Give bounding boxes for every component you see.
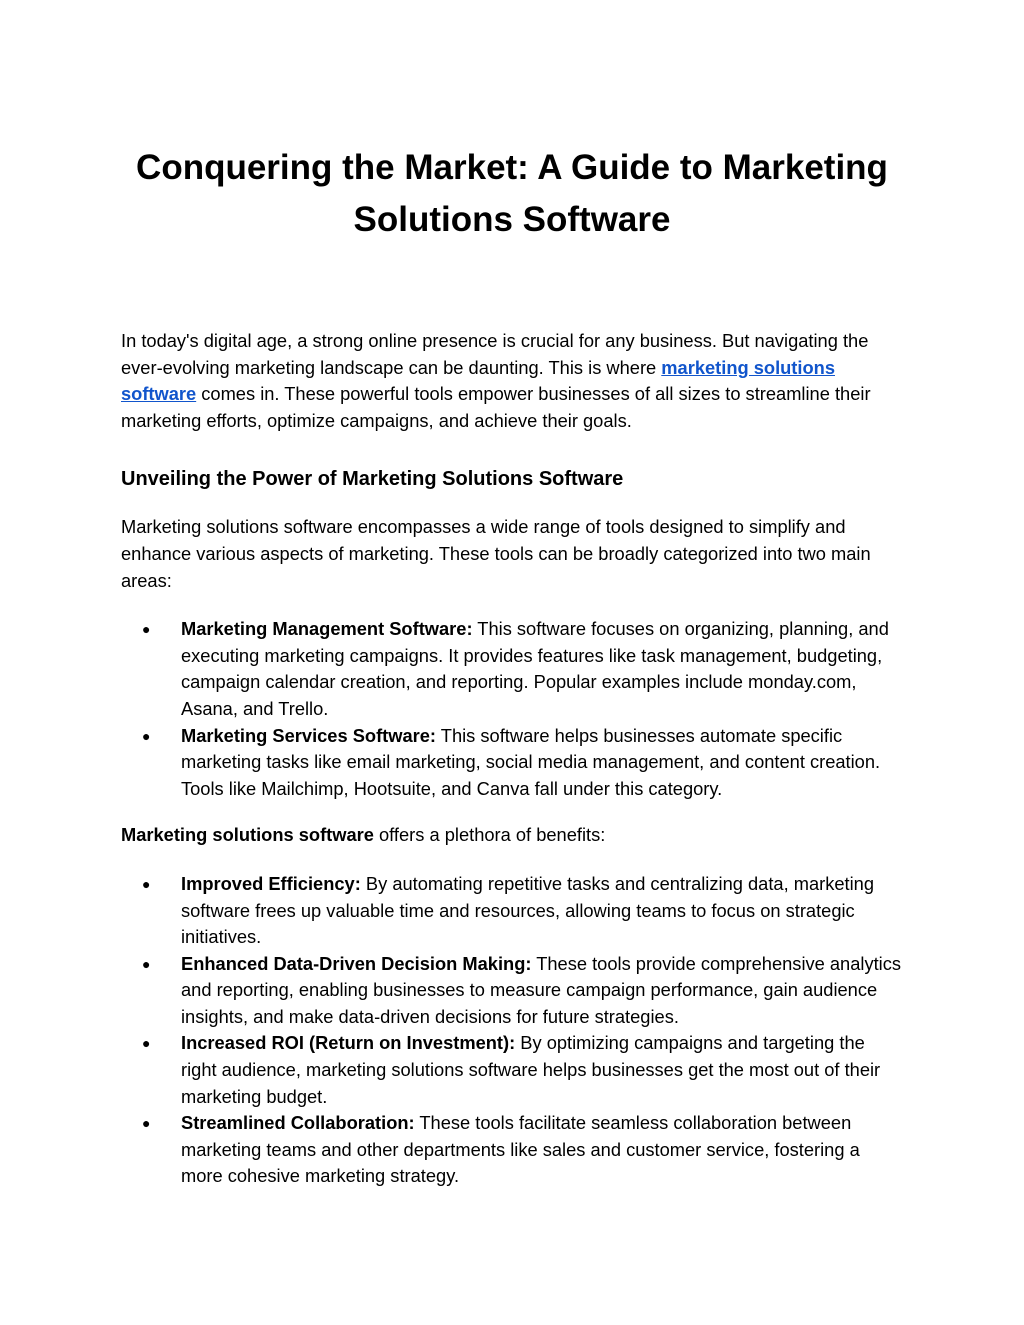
bullet-icon: ● — [142, 875, 151, 892]
section-heading: Unveiling the Power of Marketing Solutions Software — [121, 468, 624, 491]
list-item-term: Marketing Services Software: — [181, 724, 437, 746]
marketing-solutions-software-link[interactable]: marketing solutions software — [121, 356, 835, 405]
intro-text-after-link: comes in. These powerful tools empower businesses of all sizes to streamline their marketing efforts, optimize campaigns, and achieve their goals. — [121, 383, 871, 431]
list-item-text: These tools facilitate seamless collaboration between marketing teams and other departments like sales and customer service, fostering a more cohesive marketing strategy. — [181, 1112, 860, 1187]
list-item-term: Increased ROI (Return on Investment): — [181, 1032, 516, 1054]
list-item — [121, 1030, 903, 1110]
list-item — [121, 951, 903, 1031]
intro-paragraph — [121, 328, 903, 434]
bullet-icon: ● — [142, 621, 151, 638]
benefits-intro-bold: Marketing solutions software — [121, 824, 374, 846]
list-item-text: These tools provide comprehensive analytics and reporting, enabling businesses to measure campaign performance, gain audience insights, and make data-driven decisions for future strategies. — [181, 952, 902, 1027]
list-item-term: Streamlined Collaboration: — [181, 1112, 415, 1134]
categories-list — [121, 616, 903, 802]
list-item — [121, 616, 903, 722]
bullet-icon: ● — [142, 727, 151, 744]
bullet-icon: ● — [142, 1035, 151, 1052]
list-item-term: Enhanced Data-Driven Decision Making: — [181, 952, 532, 974]
list-item-text: This software helps businesses automate specific marketing tasks like email marketing, social media management, and content creation. Tools like Mailchimp, Hootsuite, and Canva fall under this category. — [181, 724, 881, 799]
intro-text-before-link: In today's digital age, a strong online presence is crucial for any business. But navigating the ever-evolving marketing landscape can be daunting. This is where — [121, 330, 869, 378]
list-item — [121, 871, 903, 951]
benefits-intro-paragraph — [121, 822, 903, 849]
list-item — [121, 1110, 903, 1190]
benefits-list — [121, 871, 903, 1190]
bullet-icon: ● — [142, 955, 151, 972]
benefits-intro-text: offers a plethora of benefits: — [373, 824, 606, 846]
list-item-text: By automating repetitive tasks and centralizing data, marketing software frees up valuable time and resources, allowing teams to focus on strategic initiatives. — [181, 872, 874, 948]
list-item-text: By optimizing campaigns and targeting the right audience, marketing solutions software helps businesses get the most out of their marketing budget. — [181, 1032, 881, 1107]
section-paragraph: Marketing solutions software encompasses a wide range of tools designed to simplify and enhance various aspects of marketing. These tools can be broadly categorized into two main areas: — [121, 516, 871, 591]
list-item-term: Marketing Management Software: — [181, 618, 473, 640]
document-page — [121, 142, 903, 1190]
list-item-text: This software focuses on organizing, planning, and executing marketing campaigns. It provides features like task management, budgeting, campaign calendar creation, and reporting. Popular examples include monday.com, Asana, and Trello. — [181, 618, 889, 719]
document-title: Conquering the Market: A Guide to Marketing Solutions Software — [136, 148, 888, 239]
list-item-term: Improved Efficiency: — [181, 872, 361, 894]
bullet-icon: ● — [142, 1115, 151, 1132]
list-item — [121, 723, 903, 803]
